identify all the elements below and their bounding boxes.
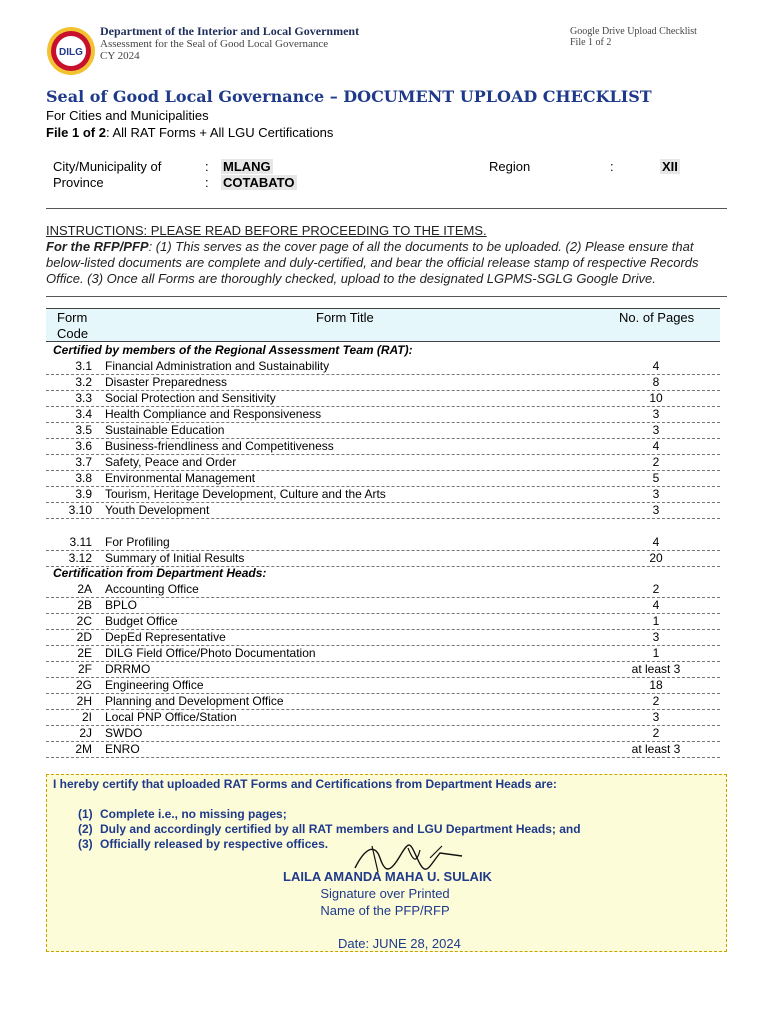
signer-name: LAILA AMANDA MAHA U. SULAIK — [283, 869, 492, 884]
form-code: 3.7 — [75, 455, 92, 469]
form-title: Business-friendliness and Competitiveness — [105, 439, 334, 453]
form-code: 3.5 — [75, 423, 92, 437]
table-row — [46, 454, 720, 471]
form-title: Engineering Office — [105, 678, 204, 692]
cert-item-num: (1) — [78, 807, 93, 821]
table-row — [46, 550, 720, 567]
table-row — [46, 645, 720, 662]
col-code-line1: Form — [57, 310, 88, 325]
page-count: 2 — [652, 694, 660, 708]
instructions-text: : (1) This serves as the cover page of all the documents to be uploaded. (2) Please ensure that below-listed documents are complete and duly-certified, and bear the official release stamp of respective Records Office. (3) Once all Forms are thoroughly checked, upload to the designated LGPMS-SGLG Google Drive. — [46, 239, 699, 286]
page-count: 1 — [652, 646, 660, 660]
form-code: 3.6 — [75, 439, 92, 453]
col-no-of-pages: No. of Pages — [619, 310, 695, 325]
file-description — [46, 125, 333, 140]
form-title: Environmental Management — [105, 471, 256, 485]
form-code: 2I — [81, 710, 92, 724]
form-code: 2E — [77, 646, 92, 660]
page-count: 3 — [652, 423, 660, 437]
page-count: 8 — [652, 375, 660, 389]
form-code: 3.8 — [75, 471, 92, 485]
file-contents: : All RAT Forms + All LGU Certifications — [105, 125, 334, 140]
header-assessment: Assessment for the Seal of Good Local Governance — [100, 38, 329, 50]
page-count: 4 — [652, 598, 660, 612]
page-count: 3 — [652, 630, 660, 644]
form-title: Social Protection and Sensitivity — [105, 391, 276, 405]
table-row — [46, 741, 720, 758]
form-code: 2H — [76, 694, 92, 708]
cert-item-text: Duly and accordingly certified by all RAT members and LGU Department Heads; and — [100, 822, 581, 836]
section-rat: Certified by members of the Regional Assessment Team (RAT): — [53, 343, 413, 357]
page-count: 4 — [652, 359, 660, 373]
form-title: SWDO — [105, 726, 143, 740]
city-label: City/Municipality of — [53, 159, 162, 174]
region-colon: : — [610, 159, 614, 174]
document-title: Seal of Good Local Governance – DOCUMENT UPLOAD CHECKLIST — [46, 87, 652, 106]
region-value: XII — [662, 159, 678, 174]
page-count: 2 — [652, 582, 660, 596]
file-number: File 1 of 2 — [46, 125, 106, 140]
table-row — [46, 390, 720, 407]
col-form-title: Form Title — [316, 310, 374, 325]
form-code: 3.9 — [75, 487, 92, 501]
page-count: at least 3 — [631, 742, 681, 756]
form-title: Sustainable Education — [105, 423, 225, 437]
form-title: Accounting Office — [105, 582, 199, 596]
instructions-heading: INSTRUCTIONS: PLEASE READ BEFORE PROCEEDING TO THE ITEMS. — [46, 223, 487, 238]
form-title: Budget Office — [105, 614, 178, 628]
cert-item-text: Complete i.e., no missing pages; — [100, 807, 287, 821]
city-value: MLANG — [223, 159, 271, 174]
table-row — [46, 502, 720, 519]
table-row — [46, 486, 720, 503]
document-subtitle: For Cities and Municipalities — [46, 108, 209, 123]
page-count: at least 3 — [631, 662, 681, 676]
section-dept-heads: Certification from Department Heads: — [53, 566, 267, 580]
signature-label-line2: Name of the PFP/RFP — [320, 903, 450, 918]
certification-heading: I hereby certify that uploaded RAT Forms and Certifications from Department Heads are: — [53, 777, 557, 791]
form-title: Youth Development — [105, 503, 210, 517]
form-title: Disaster Preparedness — [105, 375, 228, 389]
form-title: Tourism, Heritage Development, Culture and the Arts — [105, 487, 386, 501]
table-row — [46, 597, 720, 614]
table-row — [46, 470, 720, 487]
instructions-body — [46, 239, 728, 287]
page-count: 2 — [652, 455, 660, 469]
table-row — [46, 613, 720, 630]
page-count: 4 — [652, 535, 660, 549]
table-row — [46, 725, 720, 742]
form-code: 3.11 — [69, 535, 92, 549]
divider — [46, 208, 727, 209]
cert-item-num: (3) — [78, 837, 93, 851]
certification-date: Date: JUNE 28, 2024 — [338, 936, 461, 951]
province-label: Province — [53, 175, 104, 190]
form-title: BPLO — [105, 598, 138, 612]
form-title: Financial Administration and Sustainability — [105, 359, 330, 373]
table-row — [46, 581, 720, 598]
table-row — [46, 422, 720, 439]
table-row — [46, 534, 720, 551]
instructions-lead: For the RFP/PFP — [46, 239, 149, 254]
col-code-line2: Code — [57, 326, 89, 341]
form-title: Local PNP Office/Station — [105, 710, 237, 724]
header-cy: CY 2024 — [100, 50, 140, 62]
table-row — [46, 438, 720, 455]
form-code: 2D — [76, 630, 92, 644]
form-code: 3.4 — [75, 407, 92, 421]
cert-item-num: (2) — [78, 822, 93, 836]
province-value: COTABATO — [223, 175, 295, 190]
form-title: Safety, Peace and Order — [105, 455, 237, 469]
table-row — [46, 661, 720, 678]
page-count: 3 — [652, 407, 660, 421]
form-code: 2A — [77, 582, 92, 596]
signature-label-line1: Signature over Printed — [320, 886, 450, 901]
form-title: DepEd Representative — [105, 630, 226, 644]
page-count: 2 — [652, 726, 660, 740]
form-code: 3.2 — [75, 375, 92, 389]
form-code: 2F — [77, 662, 92, 676]
page-count: 18 — [649, 678, 663, 692]
page-count: 20 — [649, 551, 663, 565]
header-right-title: Google Drive Upload Checklist — [570, 26, 697, 37]
page-count: 10 — [649, 391, 663, 405]
page-count: 3 — [652, 503, 660, 517]
header-right-file: File 1 of 2 — [570, 37, 612, 48]
form-code: 3.12 — [68, 551, 92, 565]
svg-text:DILG: DILG — [59, 47, 83, 58]
form-code: 2C — [76, 614, 92, 628]
form-title: Planning and Development Office — [105, 694, 284, 708]
table-row — [46, 693, 720, 710]
region-label: Region — [489, 159, 531, 174]
page-count: 3 — [652, 710, 660, 724]
page-count: 1 — [652, 614, 660, 628]
cert-item-text: Officially released by respective offices. — [100, 837, 329, 851]
form-code: 3.10 — [68, 503, 92, 517]
divider — [46, 296, 727, 297]
form-code: 3.3 — [75, 391, 92, 405]
table-row — [46, 677, 720, 694]
form-code: 2M — [75, 742, 92, 756]
page-count: 5 — [652, 471, 660, 485]
table-row — [46, 406, 720, 423]
table-row — [46, 709, 720, 726]
form-title: Summary of Initial Results — [105, 551, 245, 565]
city-colon: : — [205, 159, 209, 174]
form-title: DRRMO — [105, 662, 151, 676]
form-code: 2B — [77, 598, 92, 612]
form-title: ENRO — [105, 742, 140, 756]
page-count: 3 — [652, 487, 660, 501]
form-code: 2J — [79, 726, 92, 740]
dilg-seal-logo — [46, 26, 96, 76]
form-code: 2G — [75, 678, 92, 692]
header-department: Department of the Interior and Local Government — [100, 24, 360, 38]
table-row — [46, 374, 720, 391]
table-row — [46, 358, 720, 375]
province-colon: : — [205, 175, 209, 190]
table-row — [46, 629, 720, 646]
form-title: Health Compliance and Responsiveness — [105, 407, 322, 421]
page-count: 4 — [652, 439, 660, 453]
form-code: 3.1 — [75, 359, 92, 373]
form-title: For Profiling — [105, 535, 170, 549]
form-title: DILG Field Office/Photo Documentation — [105, 646, 316, 660]
